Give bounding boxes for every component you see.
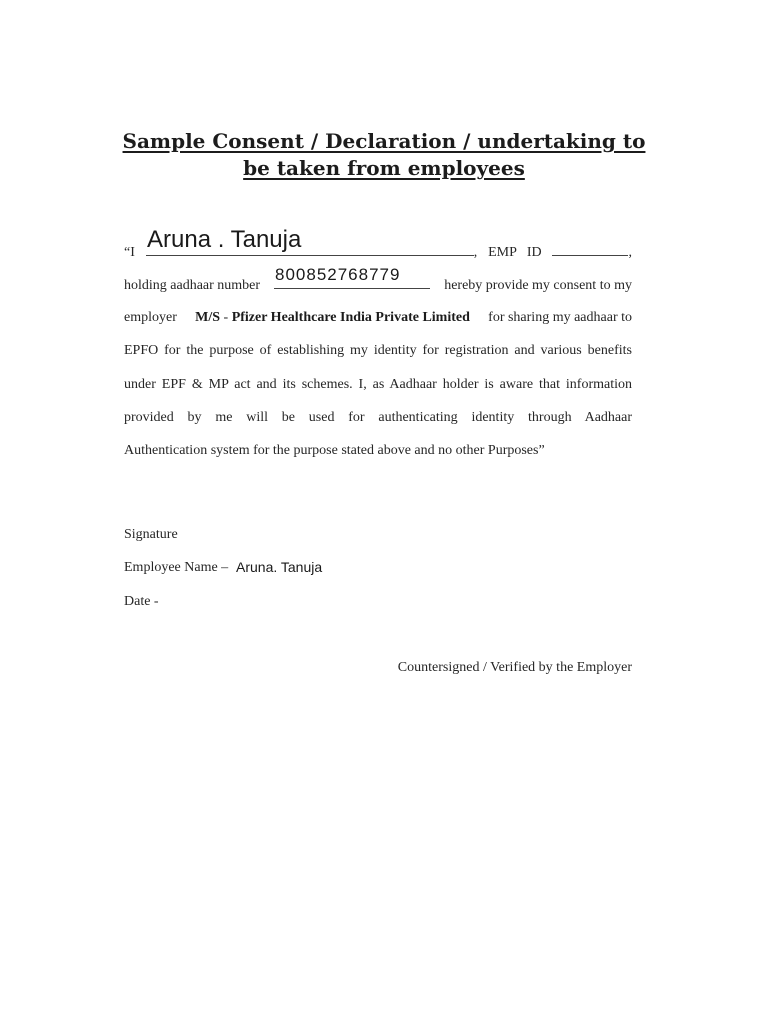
holding-label: holding aadhaar number xyxy=(124,278,261,293)
filled-name: Aruna . Tanuja xyxy=(147,226,302,253)
declaration-line-4: EPFO for the purpose of establishing my identity for registration and various benefits xyxy=(124,343,632,358)
title-line-2: be taken from employees xyxy=(243,156,525,180)
declaration-line-3: employer M/S - Pfizer Healthcare India Private Limited for sharing my aadhaar to xyxy=(124,310,632,325)
title-line-1: Sample Consent / Declaration / undertaking to xyxy=(122,129,646,153)
sharing-text: for sharing my aadhaar to xyxy=(488,310,632,325)
filled-aadhaar-number: 800852768779 xyxy=(275,265,401,284)
consent-text: hereby provide my consent to my xyxy=(444,278,632,293)
emp-id-label: EMP ID xyxy=(488,245,542,260)
employee-name-label: Employee Name – xyxy=(124,560,229,575)
emp-id-blank xyxy=(552,244,628,256)
employer-label: employer xyxy=(124,310,177,325)
declaration-line-6: provided by me will be used for authenticating identity through Aadhaar xyxy=(124,410,632,425)
declaration-line-5: under EPF & MP act and its schemes. I, as Aadhaar holder is aware that information xyxy=(124,377,632,392)
countersigned-label: Countersigned / Verified by the Employer xyxy=(397,660,632,675)
signature-label: Signature xyxy=(124,527,178,542)
date-label: Date - xyxy=(124,594,159,609)
declaration-line-7: Authentication system for the purpose stated above and no other Purposes” xyxy=(124,443,545,458)
declaration-line-1: “I , EMP ID , xyxy=(124,245,632,260)
document-title xyxy=(0,128,768,182)
open-quote-i: “I xyxy=(124,245,135,260)
filled-employee-name: Aruna. Tanuja xyxy=(236,559,323,575)
company-name: Pfizer Healthcare India Private Limited xyxy=(231,310,470,325)
ms-label: M/S xyxy=(195,310,221,325)
